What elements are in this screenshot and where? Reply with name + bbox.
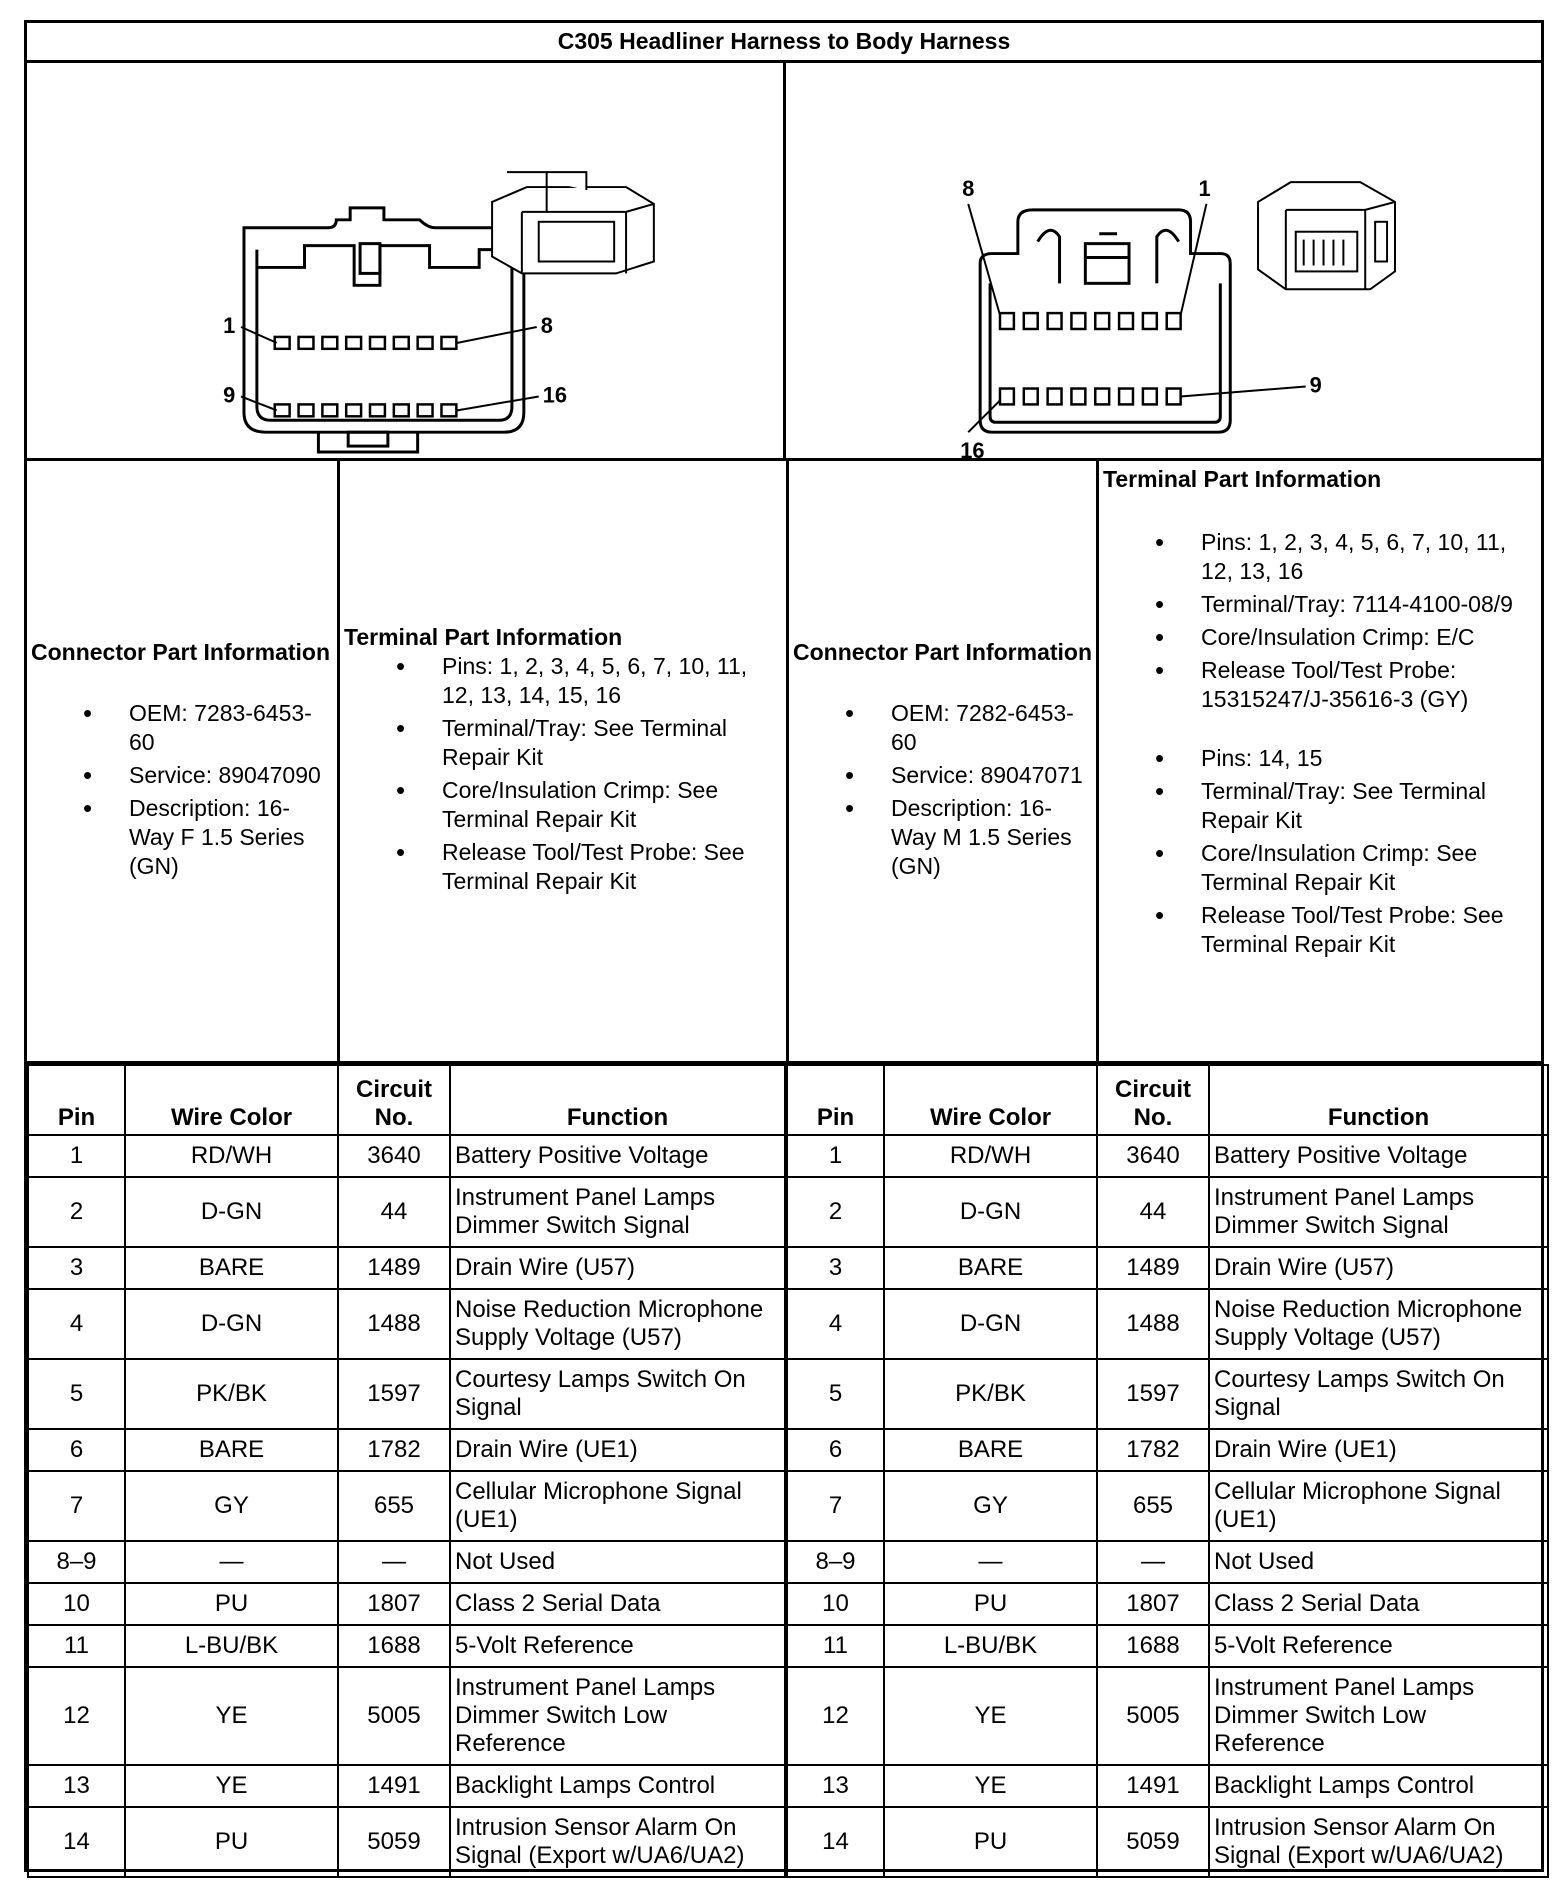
cell-circuit: 1688 bbox=[1097, 1625, 1209, 1667]
cell-function: Instrument Panel Lamps Dimmer Switch Signal bbox=[450, 1177, 786, 1247]
right-pin-label-9: 9 bbox=[1309, 372, 1322, 398]
cell-pin: 10 bbox=[786, 1583, 884, 1625]
cell-circuit: — bbox=[338, 1541, 450, 1583]
list-item: • Core/Insulation Crimp: See Terminal Repair Kit bbox=[1103, 839, 1537, 897]
table-row bbox=[28, 1177, 1548, 1247]
cell-wire-color: L-BU/BK bbox=[884, 1625, 1097, 1667]
cell-function: Backlight Lamps Control bbox=[450, 1765, 786, 1807]
connector-diagrams bbox=[27, 63, 1541, 461]
cell-circuit: 1807 bbox=[338, 1583, 450, 1625]
connector-thumbnail-icon bbox=[1258, 182, 1395, 289]
table-row bbox=[28, 1807, 1548, 1877]
cell-wire-color: YE bbox=[125, 1765, 338, 1807]
cell-pin: 3 bbox=[786, 1247, 884, 1289]
cell-circuit: — bbox=[1097, 1541, 1209, 1583]
table-row bbox=[28, 1247, 1548, 1289]
right-terminal-info-group-1 bbox=[1103, 528, 1537, 714]
list-item: • Terminal/Tray: See Terminal Repair Kit bbox=[1103, 777, 1537, 835]
cell-circuit: 1491 bbox=[338, 1765, 450, 1807]
table-row bbox=[28, 1583, 1548, 1625]
cell-pin: 2 bbox=[786, 1177, 884, 1247]
cell-function: 5-Volt Reference bbox=[450, 1625, 786, 1667]
cell-circuit: 3640 bbox=[1097, 1135, 1209, 1177]
cell-pin: 4 bbox=[28, 1289, 125, 1359]
right-connector-diagram bbox=[783, 63, 1542, 458]
table-row bbox=[28, 1667, 1548, 1765]
cell-wire-color: D-GN bbox=[884, 1289, 1097, 1359]
cell-pin: 8–9 bbox=[786, 1541, 884, 1583]
list-item: • Pins: 1, 2, 3, 4, 5, 6, 7, 10, 11, 12, 13, 16 bbox=[1103, 528, 1537, 586]
right-connector-info-list bbox=[793, 699, 1092, 885]
list-item: • OEM: 7283-6453-60 bbox=[31, 699, 333, 757]
cell-circuit: 1489 bbox=[338, 1247, 450, 1289]
cell-pin: 7 bbox=[28, 1471, 125, 1541]
cell-circuit: 1688 bbox=[338, 1625, 450, 1667]
right-terminal-info-group-2 bbox=[1103, 744, 1537, 959]
header-pin: Pin bbox=[786, 1065, 884, 1135]
left-terminal-info-list bbox=[344, 652, 782, 900]
cell-circuit: 1489 bbox=[1097, 1247, 1209, 1289]
cell-function: Battery Positive Voltage bbox=[1209, 1135, 1548, 1177]
header-function: Function bbox=[1209, 1065, 1548, 1135]
cell-function: Backlight Lamps Control bbox=[1209, 1765, 1548, 1807]
cell-pin: 5 bbox=[786, 1359, 884, 1429]
cell-pin: 4 bbox=[786, 1289, 884, 1359]
cell-pin: 11 bbox=[786, 1625, 884, 1667]
list-item: • Release Tool/Test Probe: See Terminal Repair Kit bbox=[1103, 901, 1537, 959]
right-pin-label-8: 8 bbox=[961, 175, 974, 201]
cell-pin: 6 bbox=[28, 1429, 125, 1471]
cell-function: Not Used bbox=[450, 1541, 786, 1583]
list-item: • Description: 16-Way M 1.5 Series (GN) bbox=[793, 794, 1092, 881]
cell-pin: 10 bbox=[28, 1583, 125, 1625]
cell-pin: 12 bbox=[28, 1667, 125, 1765]
cell-wire-color: D-GN bbox=[125, 1177, 338, 1247]
cell-wire-color: BARE bbox=[125, 1247, 338, 1289]
right-pin-label-16: 16 bbox=[959, 438, 985, 458]
pinout-table bbox=[27, 1064, 1549, 1878]
cell-circuit: 655 bbox=[1097, 1471, 1209, 1541]
list-item: • Terminal/Tray: See Terminal Repair Kit bbox=[344, 714, 782, 772]
cell-wire-color: PU bbox=[125, 1807, 338, 1877]
table-row bbox=[28, 1471, 1548, 1541]
header-circuit-no: Circuit No. bbox=[338, 1065, 450, 1135]
cell-wire-color: RD/WH bbox=[884, 1135, 1097, 1177]
part-information bbox=[27, 461, 1541, 1064]
cell-pin: 3 bbox=[28, 1247, 125, 1289]
cell-wire-color: L-BU/BK bbox=[125, 1625, 338, 1667]
cell-wire-color: PK/BK bbox=[884, 1359, 1097, 1429]
cell-wire-color: BARE bbox=[884, 1429, 1097, 1471]
cell-circuit: 1807 bbox=[1097, 1583, 1209, 1625]
left-pin-label-8: 8 bbox=[540, 312, 553, 338]
cell-wire-color: YE bbox=[884, 1667, 1097, 1765]
cell-pin: 12 bbox=[786, 1667, 884, 1765]
left-terminal-part-info bbox=[337, 461, 786, 1061]
cell-wire-color: YE bbox=[125, 1667, 338, 1765]
right-pin-label-1: 1 bbox=[1197, 175, 1211, 201]
right-connector-info-heading: Connector Part Information bbox=[793, 638, 1093, 665]
left-pin-label-1: 1 bbox=[223, 312, 236, 338]
list-item: • Core/Insulation Crimp: E/C bbox=[1103, 623, 1537, 652]
cell-circuit: 1597 bbox=[338, 1359, 450, 1429]
list-item: • Pins: 1, 2, 3, 4, 5, 6, 7, 10, 11, 12, 13, 14, 15, 16 bbox=[344, 652, 782, 710]
cell-function: Instrument Panel Lamps Dimmer Switch Signal bbox=[1209, 1177, 1548, 1247]
cell-circuit: 5005 bbox=[338, 1667, 450, 1765]
cell-pin: 5 bbox=[28, 1359, 125, 1429]
cell-wire-color: PU bbox=[884, 1807, 1097, 1877]
cell-wire-color: — bbox=[884, 1541, 1097, 1583]
left-connector-diagram bbox=[27, 63, 783, 458]
cell-circuit: 655 bbox=[338, 1471, 450, 1541]
cell-wire-color: PK/BK bbox=[125, 1359, 338, 1429]
cell-function: Courtesy Lamps Switch On Signal bbox=[450, 1359, 786, 1429]
list-item: • Service: 89047071 bbox=[793, 761, 1092, 790]
list-item: • Core/Insulation Crimp: See Terminal Repair Kit bbox=[344, 776, 782, 834]
cell-function: Class 2 Serial Data bbox=[450, 1583, 786, 1625]
cell-wire-color: D-GN bbox=[884, 1177, 1097, 1247]
connector-sheet bbox=[24, 20, 1544, 1872]
header-wire-color: Wire Color bbox=[884, 1065, 1097, 1135]
female-connector-drawing bbox=[27, 63, 783, 458]
cell-function: Battery Positive Voltage bbox=[450, 1135, 786, 1177]
left-terminal-info-heading: Terminal Part Information bbox=[344, 623, 623, 650]
cell-circuit: 1488 bbox=[1097, 1289, 1209, 1359]
cell-pin: 11 bbox=[28, 1625, 125, 1667]
list-item: • Release Tool/Test Probe: See Terminal Repair Kit bbox=[344, 838, 782, 896]
left-pin-label-9: 9 bbox=[223, 382, 236, 408]
cell-function: Noise Reduction Microphone Supply Voltage (U57) bbox=[1209, 1289, 1548, 1359]
table-row bbox=[28, 1359, 1548, 1429]
list-item: • Pins: 14, 15 bbox=[1103, 744, 1537, 773]
cell-circuit: 1597 bbox=[1097, 1359, 1209, 1429]
right-terminal-part-info bbox=[1096, 461, 1541, 1061]
list-item: • Release Tool/Test Probe: 15315247/J-35616-3 (GY) bbox=[1103, 656, 1537, 714]
cell-function: Not Used bbox=[1209, 1541, 1548, 1583]
cell-circuit: 5005 bbox=[1097, 1667, 1209, 1765]
left-connector-info-list bbox=[31, 699, 333, 885]
table-row bbox=[28, 1541, 1548, 1583]
cell-pin: 8–9 bbox=[28, 1541, 125, 1583]
left-pin-label-16: 16 bbox=[542, 382, 567, 408]
header-circuit-no: Circuit No. bbox=[1097, 1065, 1209, 1135]
table-header-row bbox=[28, 1065, 1548, 1135]
cell-wire-color: D-GN bbox=[125, 1289, 338, 1359]
table-row bbox=[28, 1625, 1548, 1667]
cell-function: Courtesy Lamps Switch On Signal bbox=[1209, 1359, 1548, 1429]
cell-function: Intrusion Sensor Alarm On Signal (Export w/UA6/UA2) bbox=[450, 1807, 786, 1877]
cell-function: Instrument Panel Lamps Dimmer Switch Low Reference bbox=[1209, 1667, 1548, 1765]
page-title: C305 Headliner Harness to Body Harness bbox=[27, 23, 1541, 63]
cell-pin: 6 bbox=[786, 1429, 884, 1471]
cell-wire-color: RD/WH bbox=[125, 1135, 338, 1177]
list-item: • Description: 16-Way F 1.5 Series (GN) bbox=[31, 794, 333, 881]
cell-circuit: 1488 bbox=[338, 1289, 450, 1359]
cell-function: Drain Wire (UE1) bbox=[1209, 1429, 1548, 1471]
table-row bbox=[28, 1765, 1548, 1807]
list-item: • Terminal/Tray: 7114-4100-08/9 bbox=[1103, 590, 1537, 619]
cell-wire-color: GY bbox=[125, 1471, 338, 1541]
cell-wire-color: — bbox=[125, 1541, 338, 1583]
right-connector-part-info bbox=[786, 461, 1096, 1061]
cell-circuit: 5059 bbox=[338, 1807, 450, 1877]
table-row bbox=[28, 1429, 1548, 1471]
header-function: Function bbox=[450, 1065, 786, 1135]
connector-thumbnail-icon bbox=[492, 172, 654, 273]
cell-function: Noise Reduction Microphone Supply Voltage (U57) bbox=[450, 1289, 786, 1359]
cell-pin: 13 bbox=[786, 1765, 884, 1807]
cell-pin: 2 bbox=[28, 1177, 125, 1247]
header-pin: Pin bbox=[28, 1065, 125, 1135]
cell-function: Class 2 Serial Data bbox=[1209, 1583, 1548, 1625]
table-row bbox=[28, 1135, 1548, 1177]
left-connector-part-info bbox=[27, 461, 337, 1061]
cell-function: Cellular Microphone Signal (UE1) bbox=[450, 1471, 786, 1541]
cell-function: 5-Volt Reference bbox=[1209, 1625, 1548, 1667]
left-connector-info-heading: Connector Part Information bbox=[31, 638, 331, 665]
cell-wire-color: YE bbox=[884, 1765, 1097, 1807]
cell-pin: 1 bbox=[28, 1135, 125, 1177]
cell-pin: 14 bbox=[28, 1807, 125, 1877]
cell-circuit: 1491 bbox=[1097, 1765, 1209, 1807]
table-row bbox=[28, 1289, 1548, 1359]
list-item: • OEM: 7282-6453-60 bbox=[793, 699, 1092, 757]
cell-circuit: 1782 bbox=[338, 1429, 450, 1471]
header-wire-color: Wire Color bbox=[125, 1065, 338, 1135]
cell-function: Intrusion Sensor Alarm On Signal (Export w/UA6/UA2) bbox=[1209, 1807, 1548, 1877]
cell-circuit: 1782 bbox=[1097, 1429, 1209, 1471]
cell-pin: 14 bbox=[786, 1807, 884, 1877]
cell-pin: 1 bbox=[786, 1135, 884, 1177]
cell-wire-color: BARE bbox=[884, 1247, 1097, 1289]
cell-function: Drain Wire (U57) bbox=[1209, 1247, 1548, 1289]
cell-wire-color: PU bbox=[125, 1583, 338, 1625]
cell-pin: 7 bbox=[786, 1471, 884, 1541]
cell-circuit: 44 bbox=[1097, 1177, 1209, 1247]
cell-circuit: 44 bbox=[338, 1177, 450, 1247]
cell-function: Drain Wire (UE1) bbox=[450, 1429, 786, 1471]
cell-pin: 13 bbox=[28, 1765, 125, 1807]
cell-circuit: 5059 bbox=[1097, 1807, 1209, 1877]
cell-function: Drain Wire (U57) bbox=[450, 1247, 786, 1289]
cell-wire-color: GY bbox=[884, 1471, 1097, 1541]
cell-wire-color: BARE bbox=[125, 1429, 338, 1471]
cell-function: Instrument Panel Lamps Dimmer Switch Low Reference bbox=[450, 1667, 786, 1765]
cell-wire-color: PU bbox=[884, 1583, 1097, 1625]
list-item: • Service: 89047090 bbox=[31, 761, 333, 790]
cell-function: Cellular Microphone Signal (UE1) bbox=[1209, 1471, 1548, 1541]
right-terminal-info-heading: Terminal Part Information bbox=[1103, 466, 1382, 492]
cell-circuit: 3640 bbox=[338, 1135, 450, 1177]
male-connector-drawing bbox=[786, 63, 1542, 458]
